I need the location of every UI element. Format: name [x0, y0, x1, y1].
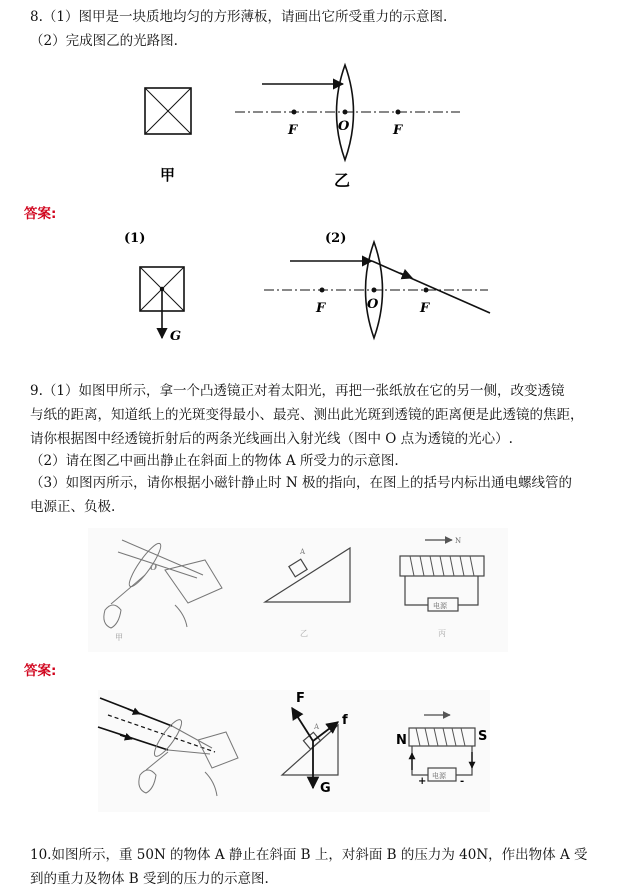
- q9-ans-pole-n: N: [396, 733, 407, 748]
- fig-jia-label: 甲: [160, 166, 176, 184]
- ans8-focus-right: F: [420, 301, 430, 316]
- q9-ans-minus: -: [460, 776, 465, 787]
- fig-yi-lens-diagram: [235, 65, 460, 160]
- q9-line-1: 9.（1）如图甲所示，拿一个凸透镜正对着太阳光，再把一张纸放在它的另一侧，改变透镜: [30, 383, 565, 399]
- q9-ans-friction: f: [342, 713, 348, 728]
- fig-yi-focus-left: F: [288, 123, 298, 138]
- ans8-focus-left: F: [316, 301, 326, 316]
- fig-yi-center: O: [338, 119, 350, 134]
- ans8-lens-ray-diagram: [264, 242, 490, 338]
- q9-ans-force-f: F: [296, 691, 305, 706]
- q9-line-4: （2）请在图乙中画出静止在斜面上的物体 A 所受力的示意图.: [30, 453, 399, 469]
- q9-line-6: 电源正、负极.: [30, 499, 116, 515]
- q10-line-1: 10.如图所示，重 50N 的物体 A 静止在斜面 B 上，对斜面 B 的压力为 40N，作出物体 A 受: [30, 847, 588, 863]
- q9-ans-gravity: G: [320, 781, 331, 796]
- q9-ans-yi-a: A: [314, 723, 320, 731]
- q9-fig-jia-o: O: [150, 562, 157, 572]
- fig-jia-plate: [145, 88, 191, 134]
- q9-fig-yi-a: A: [300, 548, 306, 556]
- ans8-plate-with-gravity: [140, 267, 184, 338]
- q8-answer-label: 答案:: [24, 206, 57, 222]
- fig-yi-focus-right: F: [393, 123, 403, 138]
- fig-yi-label: 乙: [334, 171, 351, 190]
- ans8-part2-label: (2): [325, 231, 347, 246]
- ans8-part1-label: (1): [124, 231, 146, 246]
- q8-line-1: 8.（1）图甲是一块质地均匀的方形薄板，请画出它所受重力的示意图.: [30, 9, 448, 25]
- q9-answer-label: 答案:: [24, 663, 57, 679]
- q9-fig-bing-label: 丙: [438, 629, 446, 638]
- ans8-gravity-label: G: [170, 329, 182, 344]
- q9-fig-jia-label: 甲: [115, 633, 123, 642]
- q9-ans-plus: +: [418, 776, 427, 787]
- q9-line-3: 请你根据图中经透镜折射后的两条光线画出入射光线（图中 O 点为透镜的光心）.: [30, 431, 513, 447]
- q9-line-2: 与纸的距离，知道纸上的光斑变得最小、最亮、测出此光斑到透镜的距离便是此透镜的焦距，: [30, 407, 584, 423]
- ans8-center: O: [367, 297, 379, 312]
- q8-line-2: （2）完成图乙的光路图.: [30, 33, 178, 49]
- q9-fig-bing-needle-n: N: [455, 537, 462, 545]
- q9-answer-background: [98, 690, 490, 812]
- q10-line-2: 到的重力及物体 B 受到的压力的示意图.: [30, 871, 269, 887]
- q9-ans-pole-s: S: [478, 729, 488, 744]
- q9-fig-bing-power: 电源: [433, 602, 447, 610]
- q9-line-5: （3）如图丙所示，请你根据小磁针静止时 N 极的指向，在图上的括号内标出通电螺线管的: [30, 475, 572, 491]
- q9-fig-yi-label: 乙: [300, 629, 308, 638]
- q9-ans-power: 电源: [432, 772, 446, 780]
